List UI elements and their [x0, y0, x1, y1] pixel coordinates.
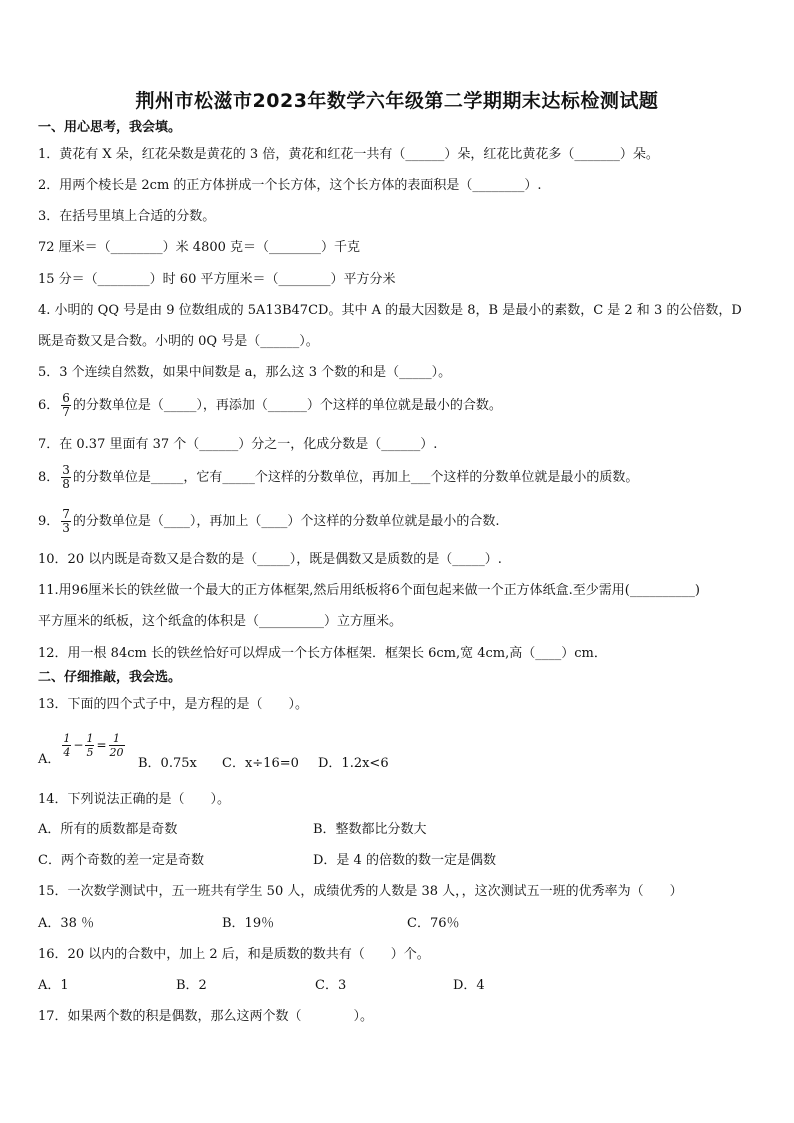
- question-3-line-a: 72 厘米＝（________）米 4800 克＝（________）千克: [38, 240, 361, 255]
- fraction-denominator: 3: [62, 521, 70, 535]
- fraction-numerator: 6: [62, 391, 70, 405]
- q16-option-d: D．4: [453, 978, 485, 993]
- question-9: [38, 508, 500, 535]
- fraction: [61, 392, 71, 419]
- question-13: 13．下面的四个式子中，是方程的是（ ）。: [38, 697, 309, 712]
- q16-option-a: A．1: [38, 978, 69, 993]
- minus-sign: −: [73, 738, 84, 752]
- option-label: A．: [38, 752, 61, 767]
- fraction-denominator: 5: [86, 746, 94, 759]
- question-10: 10．20 以内既是奇数又是合数的是（_____），既是偶数又是质数的是（_____）.: [38, 552, 502, 567]
- q13-option-a: [38, 732, 127, 767]
- q15-option-c: C．76％: [407, 916, 460, 931]
- question-11-line-2: 平方厘米的纸板，这个纸盒的体积是（__________）立方厘米。: [38, 614, 403, 629]
- fraction-denominator: 4: [63, 746, 71, 759]
- fraction-numerator: 1: [63, 732, 71, 745]
- question-7: 7．在 0.37 里面有 37 个（______）分之一，化成分数是（______）.: [38, 437, 438, 452]
- fraction-numerator: 1: [86, 732, 94, 745]
- q14-option-c: C．两个奇数的差一定是奇数: [38, 853, 204, 868]
- q16-option-b: B．2: [176, 978, 207, 993]
- question-4-line-1: 4. 小明的 QQ 号是由 9 位数组成的 5A13B47CD。其中 A 的最大因数是 8，B 是最小的素数，C 是 2 和 3 的公倍数，D: [38, 303, 742, 318]
- fraction: [61, 464, 71, 491]
- question-17: 17．如果两个数的积是偶数，那么这两个数（ ）。: [38, 1009, 374, 1024]
- question-11-line-1: 11.用96厘米长的铁丝做一个最大的正方体框架,然后用纸板将6个面包起来做一个正方体纸盒.至少需用(__________): [38, 583, 700, 598]
- section-heading-fill: 一、用心思考，我会填。: [38, 120, 182, 135]
- equals-sign: =: [96, 738, 107, 752]
- q13-option-c: C．x÷16=0: [222, 756, 299, 771]
- fraction: [109, 732, 125, 759]
- page-title: 荆州市松滋市2023年数学六年级第二学期期末达标检测试题: [135, 90, 659, 112]
- question-text: 的分数单位是_____，它有_____个这样的分数单位，再加上___个这样的分数单位就是最小的质数。: [72, 470, 639, 485]
- question-4-line-2: 既是奇数又是合数。小明的 0Q 号是（______）。: [38, 334, 319, 349]
- fraction-numerator: 1: [109, 732, 125, 746]
- q15-option-a: A．38 ％: [38, 916, 95, 931]
- question-16: 16．20 以内的合数中，加上 2 后，和是质数的数共有（ ）个。: [38, 947, 430, 962]
- q16-option-c: C．3: [315, 978, 347, 993]
- question-1: 1．黄花有 X 朵，红花朵数是黄花的 3 倍，黄花和红花一共有（______）朵，红花比黄花多（_______）朵。: [38, 147, 659, 162]
- question-3-line-b: 15 分＝（________）时 60 平方厘米＝（________）平方分米: [38, 272, 396, 287]
- fraction-denominator: 8: [62, 477, 70, 491]
- fraction-denominator: 7: [62, 405, 70, 419]
- question-5: 5．3 个连续自然数，如果中间数是 a，那么这 3 个数的和是（_____）。: [38, 365, 452, 380]
- question-number: 9．: [38, 514, 60, 529]
- question-15: 15．一次数学测试中，五一班共有学生 50 人，成绩优秀的人数是 38 人，，这次测试五一班的优秀率为（ ）: [38, 884, 683, 899]
- fraction-denominator: 20: [109, 746, 124, 759]
- fraction: [85, 732, 94, 759]
- q15-option-b: B．19％: [222, 916, 275, 931]
- question-text: 的分数单位是（_____），再添加（______）个这样的单位就是最小的合数。: [72, 398, 502, 413]
- question-2: 2．用两个棱长是 2cm 的正方体拼成一个长方体，这个长方体的表面积是（________）.: [38, 178, 542, 193]
- question-8: [38, 464, 638, 491]
- section-heading-choice: 二、仔细推敲，我会选。: [38, 670, 182, 685]
- fraction: [61, 508, 71, 535]
- fraction-numerator: 3: [62, 463, 70, 477]
- question-number: 8．: [38, 470, 60, 485]
- fraction: [62, 732, 71, 759]
- question-text: 的分数单位是（____），再加上（____）个这样的分数单位就是最小的合数.: [72, 514, 500, 529]
- fraction-numerator: 7: [62, 507, 70, 521]
- question-3: 3．在括号里填上合适的分数。: [38, 209, 216, 224]
- question-14: 14．下列说法正确的是（ ）。: [38, 792, 231, 807]
- q14-option-b: B．整数都比分数大: [313, 822, 427, 837]
- question-6: [38, 392, 502, 419]
- q14-option-d: D．是 4 的倍数的数一定是偶数: [313, 853, 496, 868]
- question-12: 12．用一根 84cm 长的铁丝恰好可以焊成一个长方体框架．框架长 6cm,宽 4cm,高（____）cm．: [38, 646, 607, 661]
- q13-option-d: D．1.2x<6: [318, 756, 389, 771]
- q14-option-a: A．所有的质数都是奇数: [38, 822, 178, 837]
- question-number: 6．: [38, 398, 60, 413]
- q13-option-b: B．0.75x: [138, 756, 197, 771]
